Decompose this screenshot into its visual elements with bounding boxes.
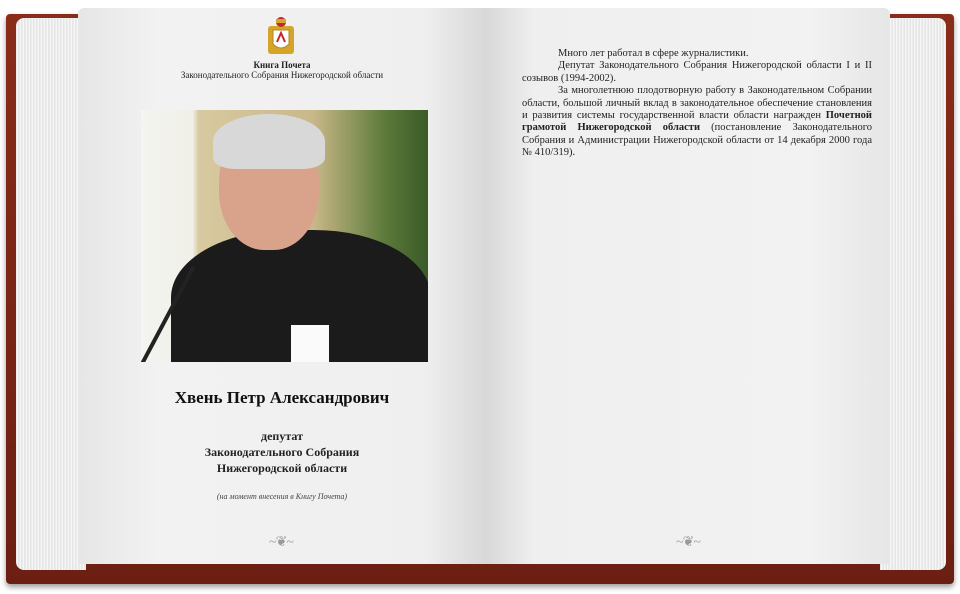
page-stack-left bbox=[16, 18, 86, 570]
bio-paragraph bbox=[522, 85, 872, 159]
role-line: депутат bbox=[261, 429, 303, 443]
coat-of-arms-icon bbox=[264, 16, 298, 58]
bio-paragraph: Много лет работал в сфере журналистики. bbox=[558, 48, 749, 59]
biography-text bbox=[522, 48, 872, 160]
ornament-icon: ~❦~ bbox=[269, 535, 293, 550]
person-name: Хвень Петр Александрович bbox=[174, 388, 390, 407]
note: (на момент внесения в Книгу Почета) bbox=[216, 492, 348, 501]
bio-paragraph: Депутат Законодательного Собрания Нижегородской области I и II созывов (1994-2002). bbox=[522, 60, 872, 84]
bio-text: За многолетнюю плодотворную работу в Законодательном Собрании области, большой личный вклад в законодательное обеспечение становления и развития системы государственной власти области награжден bbox=[522, 85, 872, 122]
award-name: Почетной грамотой Нижегородской области bbox=[522, 110, 872, 134]
book-title: Книга Почета bbox=[253, 60, 311, 70]
role-line: Нижегородской области bbox=[216, 461, 348, 475]
left-page bbox=[78, 8, 486, 564]
book-subtitle: Законодательного Собрания Нижегородской области bbox=[180, 70, 384, 80]
bio-text: (постановление Законодательного Собрания и Администрации Нижегородской области от 14 декабря 2000 года № 410/319). bbox=[522, 122, 872, 159]
portrait-photo bbox=[141, 110, 428, 362]
ornament-icon: ~❦~ bbox=[676, 535, 700, 550]
person-role bbox=[78, 428, 486, 476]
right-page bbox=[486, 8, 890, 564]
role-line: Законодательного Собрания bbox=[204, 445, 360, 459]
